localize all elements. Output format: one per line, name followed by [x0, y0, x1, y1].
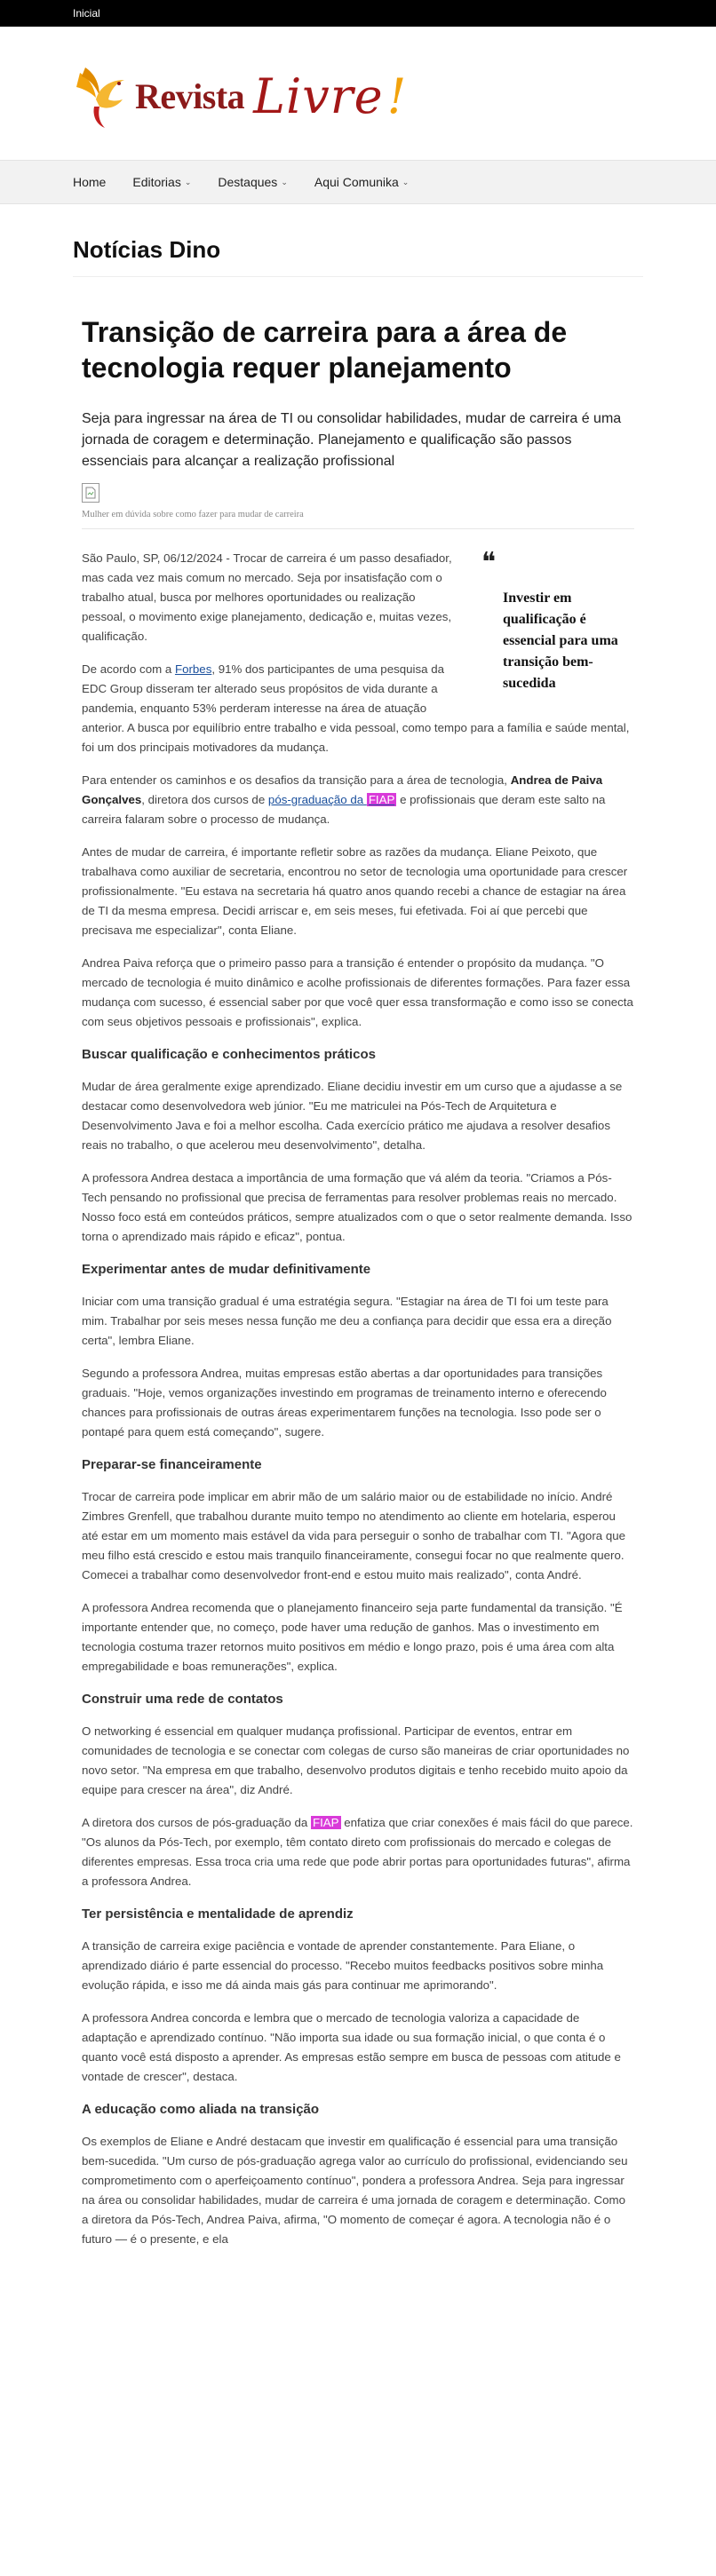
paragraph: Os exemplos de Eliane e André destacam que investir em qualificação é essencial para uma transição bem-sucedida. "Um curso de pós-graduação agrega valor ao currículo do profissional, evidenciando seu comprometimento com o aperfeiçoamento contínuo", pondera a professora Andrea. Seja para ingressar na área ou consolidar habilidades, mudar de carreira é uma jornada de coragem e determinação. Como a diretora da Pós-Tech, Andrea Paiva, afirma, "O momento de começar é agora. A tecnologia não é o futuro — é o presente, e ela — [82, 2135, 628, 2246]
pull-quote — [481, 547, 634, 694]
article-image-block — [82, 483, 634, 529]
paragraph: Trocar de carreira pode implicar em abrir mão de um salário maior ou de estabilidade no início. André Zimbres Grenfell, que trabalhou durante muito tempo no atendimento ao cliente em hotelaria, esperou até estar em um momento mais estável da vida para perseguir o sonho de trabalhar com TI. "Agora que meu filho está crescido e estou mais tranquilo financeiramente, consegui focar no que realmente quero. Comecei a trabalhar como desenvolvedor front-end e estou muito mais realizado", conta André. — [82, 1490, 626, 1581]
nav-item-destaques[interactable] — [218, 175, 287, 189]
subheading: Preparar-se financeiramente — [82, 1457, 262, 1472]
logo-wordmark: Revista — [135, 75, 245, 116]
fiap-link[interactable]: pós-graduação da FIAP — [267, 793, 395, 806]
paragraph: De acordo com a Forbes, 91% dos participantes de uma pesquisa da EDC Group disseram ter alterado seus propósitos de vida durante a pandemia, enquanto 53% perderam interesse na área de atuação anterior. A busca por equilíbrio entre trabalho e vida pessoal, como tempo para a família e saúde mental, foi um dos principais motivadores da mudança. — [82, 662, 630, 754]
quote-icon: ❝ — [481, 547, 497, 578]
subheading: Buscar qualificação e conhecimentos práticos — [82, 1047, 376, 1062]
paragraph: A professora Andrea destaca a importância de uma formação que vá além da teoria. "Criamos a Pós-Tech pensando no profissional que precisa de ferramentas para resolver problemas reais no mercado. Nosso foco está em conteúdos práticos, sempre atualizados com o que o setor realmente demanda. Isso torna o aprendizado mais rápido e eficaz", pontua. — [82, 1171, 632, 1243]
nav-item-home[interactable] — [73, 175, 106, 189]
paragraph: Para entender os caminhos e os desafios da transição para a área de tecnologia, Andrea de Paiva Gonçalves, diretora dos cursos de pós-graduação da FIAP e profissionais que deram este salto na carreira falaram sobre o processo de mudança. — [82, 773, 606, 826]
subheading: A educação como aliada na transição — [82, 2102, 320, 2117]
paragraph: Iniciar com uma transição gradual é uma estratégia segura. "Estagiar na área de TI foi um teste para mim. Trabalhar por seis meses nessa função me deu a confiança para decidir que essa era a direção certa", lembra Eliane. — [82, 1295, 612, 1347]
paragraph: A professora Andrea concorda e lembra que o mercado de tecnologia valoriza a capacidade de adaptação e aprendizado contínuo. "Não importa sua idade ou sua formação inicial, o que conta é o quanto você está disposto a aprender. As empresas estão sempre em busca de pessoas com atitude e vontade de crescer", destaca. — [82, 2011, 621, 2083]
article-subtitle: Seja para ingressar na área de TI ou consolidar habilidades, mudar de carreira é uma jornada de coragem e determinação. Planejamento e qualificação são passos essenciais para alcançar a realização profissional — [82, 411, 622, 469]
paragraph: O networking é essencial em qualquer mudança profissional. Participar de eventos, entrar em comunidades de tecnologia e se conectar com colegas de curso são maneiras de criar oportunidades no novo setor. "Na empresa em que trabalho, desenvolvo produtos digitais e tenho recebido muito apoio da equipe para crescer na área", diz André. — [82, 1724, 630, 1796]
forbes-link[interactable]: Forbes — [174, 662, 212, 676]
top-bar — [0, 0, 716, 27]
subheading: Ter persistência e mentalidade de aprendiz — [82, 1906, 354, 1922]
subheading: Construir uma rede de contatos — [82, 1692, 283, 1707]
paragraph: Antes de mudar de carreira, é importante refletir sobre as razões da mudança. Eliane Peixoto, que trabalhava como auxiliar de secretaria, encontrou no setor de tecnologia uma oportunidade para crescer profissionalmente. "Eu estava na secretaria há quatro anos quando recebi a chance de estagiar na área de TI da mesma empresa. Decidi arriscar e, em seis meses, fui efetivada. Foi aí que percebi que precisava me especializar", conta Eliane. — [82, 845, 628, 937]
chevron-down-icon: ⌄ — [402, 177, 410, 186]
logo-exclamation: ! — [386, 67, 407, 124]
main-nav — [0, 160, 716, 204]
article-body — [82, 549, 634, 2249]
paragraph: A transição de carreira exige paciência e vontade de aprender constantemente. Para Eliane, o aprendizado diário é parte essencial do processo. "Recebo muitos feedbacks positivos sobre minha evolução rápida, e isso me dá ainda mais gás para continuar me aprimorando". — [82, 1939, 604, 1992]
logo-script: Livre — [253, 67, 384, 124]
paragraph: Andrea Paiva reforça que o primeiro passo para a transição é entender o propósito da mudança. "O mercado de tecnologia é muito dinâmico e acolhe profissionais de diferentes formações. Para fazer essa mudança com sucesso, é essencial saber por que você quer essa transformação e como isso se conecta com seus objetivos pessoais e profissionais", explica. — [82, 956, 633, 1028]
nav-item-label: Aqui Comunika — [314, 175, 399, 189]
chevron-down-icon: ⌄ — [184, 177, 192, 186]
bird-logo-icon — [73, 60, 131, 131]
nav-item-aqui-comunika[interactable] — [314, 175, 409, 189]
highlighted-term: FIAP — [312, 1816, 339, 1829]
nav-item-label: Destaques — [218, 175, 278, 189]
pull-quote-text: Investir em qualificação é essencial para uma transição bem-sucedida — [503, 590, 618, 691]
nav-item-label: Editorias — [132, 175, 181, 189]
dateline: São Paulo, SP, 06/12/2024 - — [82, 551, 230, 565]
highlighted-term: FIAP — [368, 793, 395, 806]
broken-image-icon — [82, 483, 99, 503]
paragraph: São Paulo, SP, 06/12/2024 - Trocar de carreira é um passo desafiador, mas cada vez mais comum no mercado. Seja por insatisfação com o trabalho atual, busca por melhores oportunidades ou realização pessoal, o movimento exige planejamento, dedicação e, muitas vezes, qualificação. — [82, 551, 452, 643]
paragraph: A diretora dos cursos de pós-graduação da FIAP enfatiza que criar conexões é mais fácil do que parece. "Os alunos da Pós-Tech, por exemplo, têm contato direto com profissionais do mercado e colegas de diferentes empresas. Essa troca cria uma rede que pode abrir portas para oportunidades futuras", afirma a professora Andrea. — [82, 1816, 633, 1888]
site-header — [73, 27, 643, 160]
subheading: Experimentar antes de mudar definitivamente — [82, 1262, 371, 1277]
section-title: Notícias Dino — [73, 236, 221, 263]
nav-item-label: Home — [73, 175, 107, 189]
site-logo[interactable] — [73, 60, 406, 131]
paragraph: Mudar de área geralmente exige aprendizado. Eliane decidiu investir em um curso que a ajudasse a se destacar como desenvolvedora web júnior. "Eu me matriculei na Pós-Tech de Arquitetura e Desenvolvimento Java e foi a melhor escolha. Cada exercício prático me ajudava a resolver desafios reais no trabalho, o que acelerou meu desenvolvimento", detalha. — [82, 1080, 623, 1152]
topbar-home-link[interactable]: Inicial — [73, 7, 100, 20]
paragraph: Segundo a professora Andrea, muitas empresas estão abertas a dar oportunidades para transições graduais. "Hoje, vemos organizações investindo em programas de treinamento interno e oferecendo chances para profissionais de outras áreas experimentarem funções na tecnologia. Isso pode ser o pontapé para quem está começando", sugere. — [82, 1367, 607, 1439]
person-name: Andrea de Paiva Gonçalves — [82, 773, 603, 806]
article-title: Transição de carreira para a área de tecnologia requer planejamento — [82, 316, 568, 384]
paragraph: A professora Andrea recomenda que o planejamento financeiro seja parte fundamental da transição. "É importante entender que, no começo, pode haver uma redução de ganhos. Mas o investimento em tecnologia costuma trazer retornos muito positivos em médio e longo prazo, pois é uma área com alta empregabilidade e boas remunerações", explica. — [82, 1601, 623, 1673]
image-caption: Mulher em dúvida sobre como fazer para mudar de carreira — [82, 510, 304, 519]
section-header — [73, 236, 643, 277]
article — [73, 314, 643, 2249]
chevron-down-icon: ⌄ — [281, 177, 288, 186]
nav-item-editorias[interactable] — [132, 175, 191, 189]
